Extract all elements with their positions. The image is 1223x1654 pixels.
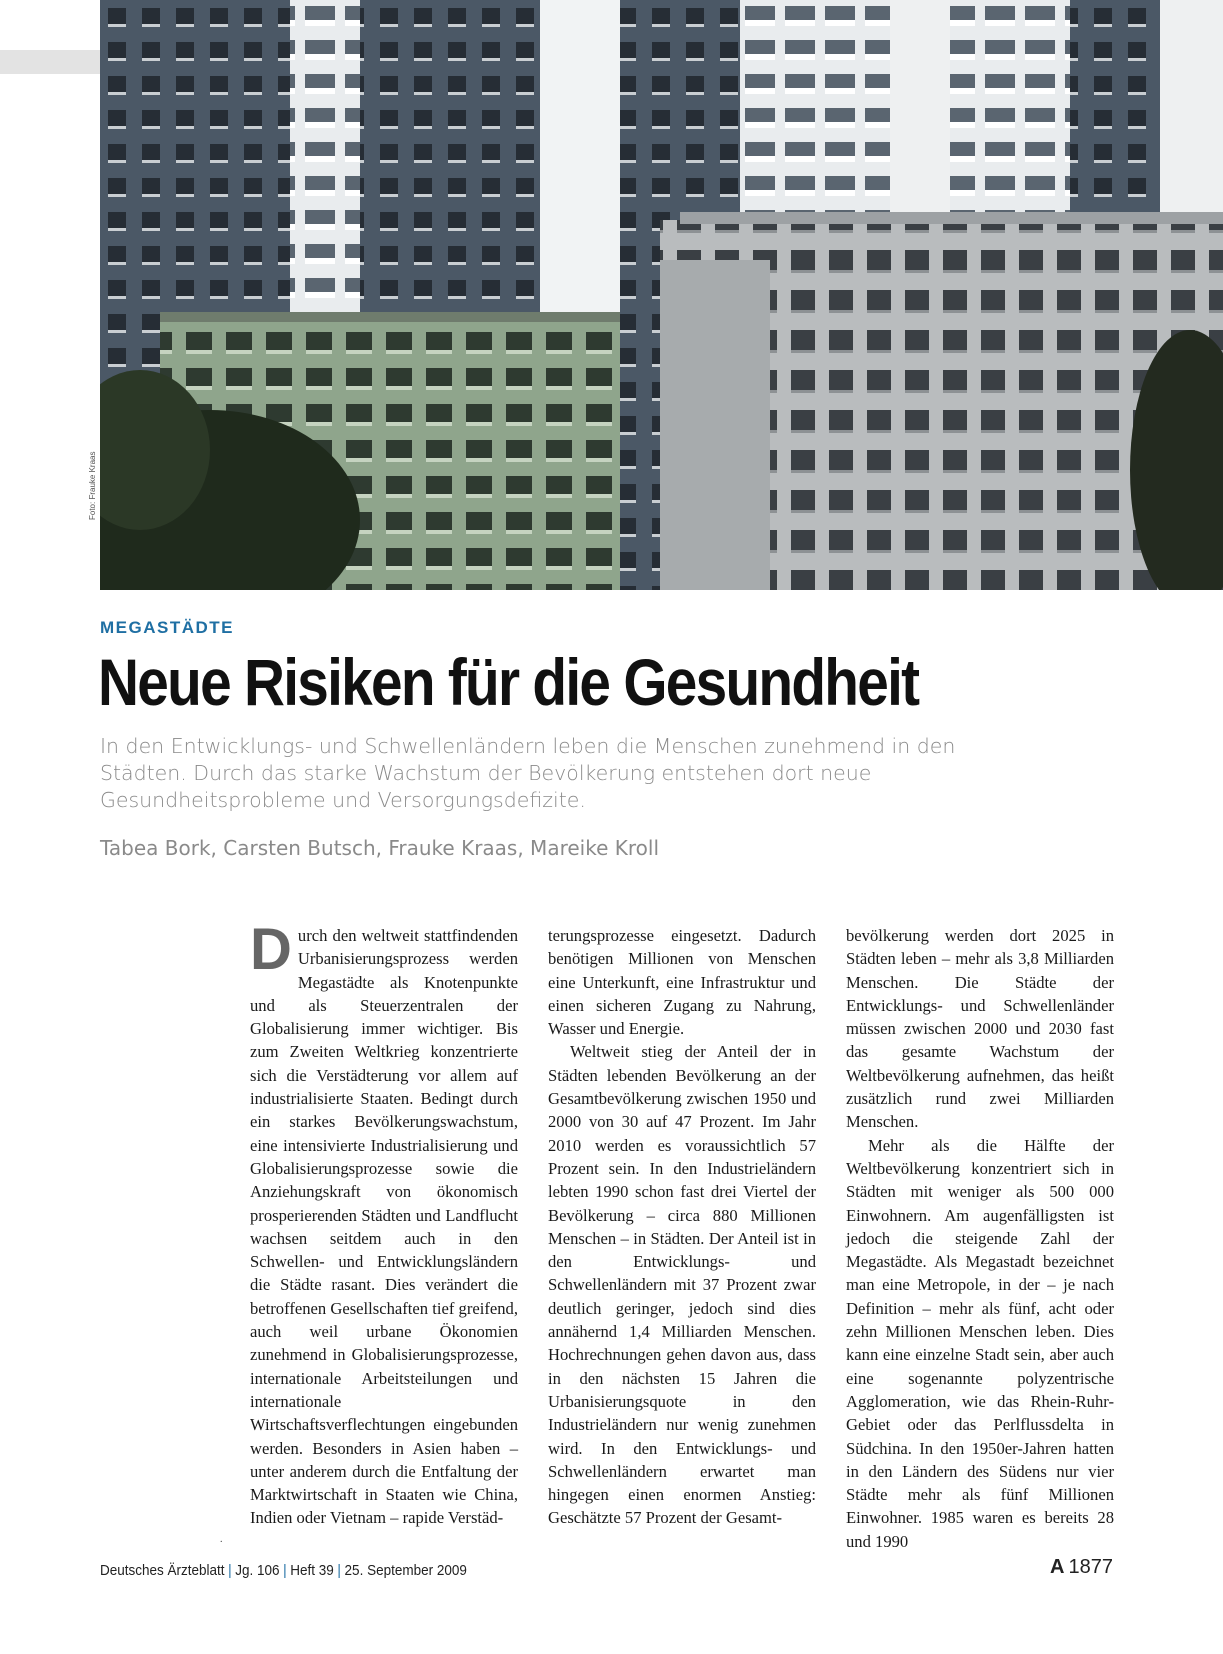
journal-name: Deutsches Ärzteblatt <box>100 1562 225 1579</box>
stray-dot: . <box>220 1534 223 1545</box>
page-prefix: A <box>1050 1556 1065 1578</box>
page-number <box>1050 1556 1113 1579</box>
article-lead: In den Entwicklungs- und Schwellenländern leben die Menschen zunehmend in den Städten. Durch das starke Wachstum der Bevölkerung entstehen dort neue Gesundheitsprobleme und Versorgungsdefizite. <box>100 734 956 812</box>
photo-credit: Foto: Frauke Kraas <box>88 451 97 520</box>
body-column-1 <box>250 917 518 1530</box>
paragraph: bevölkerung werden dort 2025 in Städten leben – mehr als 3,8 Milliarden Menschen. Die Städte der Entwicklungs- und Schwellenländer müssen zwischen 2000 und 2030 fast das gesamte Wachstum der Weltbevölkerung aufnehmen, das heißt zusätzlich rund zwei Milliarden Menschen. <box>846 926 1114 1132</box>
article-authors: Tabea Bork, Carsten Butsch, Frauke Kraas, Mareike Kroll <box>100 836 659 860</box>
paragraph: terungsprozesse eingesetzt. Dadurch benötigen Millionen von Menschen eine Unterkunft, eine Infrastruktur und einen sicheren Zugang zu Nahrung, Wasser und Energie. <box>548 926 816 1039</box>
drop-cap: D <box>250 917 292 982</box>
journal-issue: Heft 39 <box>290 1562 334 1579</box>
body-column-2 <box>548 924 816 1530</box>
issue-date: 25. September 2009 <box>344 1562 467 1579</box>
section-kicker: MEGASTÄDTE <box>100 618 234 637</box>
footer: Deutsches Ärzteblatt | Jg. 106 | Heft 39 | 25. September 2009 <box>100 1562 467 1579</box>
paragraph: Mehr als die Hälfte der Weltbevölkerung konzentriert sich in Städten mit weniger als 500 000 Einwohnern. Am augenfälligsten ist jedoch die steigende Zahl der Megastädte. Als Megastadt bezeichnet man eine Metropole, in der – je nach Definition – mehr als fünf, acht oder zehn Millionen Menschen leben. Dies kann eine einzelne Stadt sein, aber auch eine sogenannte polyzentrische Agglomeration, wie das Rhein-Ruhr-Gebiet oder das Perlflussdelta in Südchina. In den 1950er-Jahren hatten in den Ländern des Südens nur vier Städte mehr als fünf Millionen Einwohner. 1985 waren es bereits 28 und 1990 <box>846 1135 1114 1551</box>
page-number-value: 1877 <box>1068 1556 1113 1578</box>
journal-volume: Jg. 106 <box>235 1562 280 1579</box>
body-column-3 <box>846 924 1114 1553</box>
margin-tab <box>0 50 100 74</box>
header-photo <box>100 0 1223 590</box>
paragraph: Weltweit stieg der Anteil der in Städten lebenden Bevölkerung an der Gesamtbevölkerung zwischen 1950 und 2000 von 30 auf 47 Prozent. Im Jahr 2010 werden es voraussichtlich 57 Prozent sein. In den Industrieländern lebten 1990 schon fast drei Viertel der Bevölkerung – circa 880 Millionen Menschen – in Städten. Der Anteil ist in den Entwicklungs- und Schwellenländern mit 37 Prozent zwar deutlich geringer, jedoch sind dies annähernd 1,4 Milliarden Menschen. Hochrechnungen gehen davon aus, dass in den nächsten 15 Jahren die Urbanisierungsquote in den Industrieländern nur wenig zunehmen wird. In den Entwicklungs- und Schwellenländern erwartet man hingegen einen enormen Anstieg: Geschätzte 57 Prozent der Gesamt- <box>548 1042 816 1528</box>
paragraph: urch den weltweit stattfindenden Urbanisierungsprozess werden Megastädte als Knotenpunkte und als Steuerzentralen der Globalisierung immer wichtiger. Bis zum Zweiten Weltkrieg konzentrierte sich die Verstädterung vor allem auf industrialisierte Staaten. Bedingt durch ein starkes Bevölkerungswachstum, eine intensivierte Industrialisierung und Globalisierungsprozesse sowie die Anziehungskraft von ökonomisch prosperierenden Städten und Landflucht wachsen seitdem auch in den Schwellen- und Entwicklungsländern die Städte rasant. Dies verändert die betroffenen Gesellschaften tief greifend, auch weil urbane Ökonomien zunehmend in Globalisierungsprozesse, internationale Arbeitsteilungen und internationale Wirtschaftsverflechtungen eingebunden werden. Besonders in Asien haben – unter anderem durch die Entfaltung der Marktwirtschaft in Staaten wie China, Indien oder Vietnam – rapide Verstäd- <box>250 926 518 1528</box>
article-title: Neue Risiken für die Gesundheit <box>98 645 919 719</box>
